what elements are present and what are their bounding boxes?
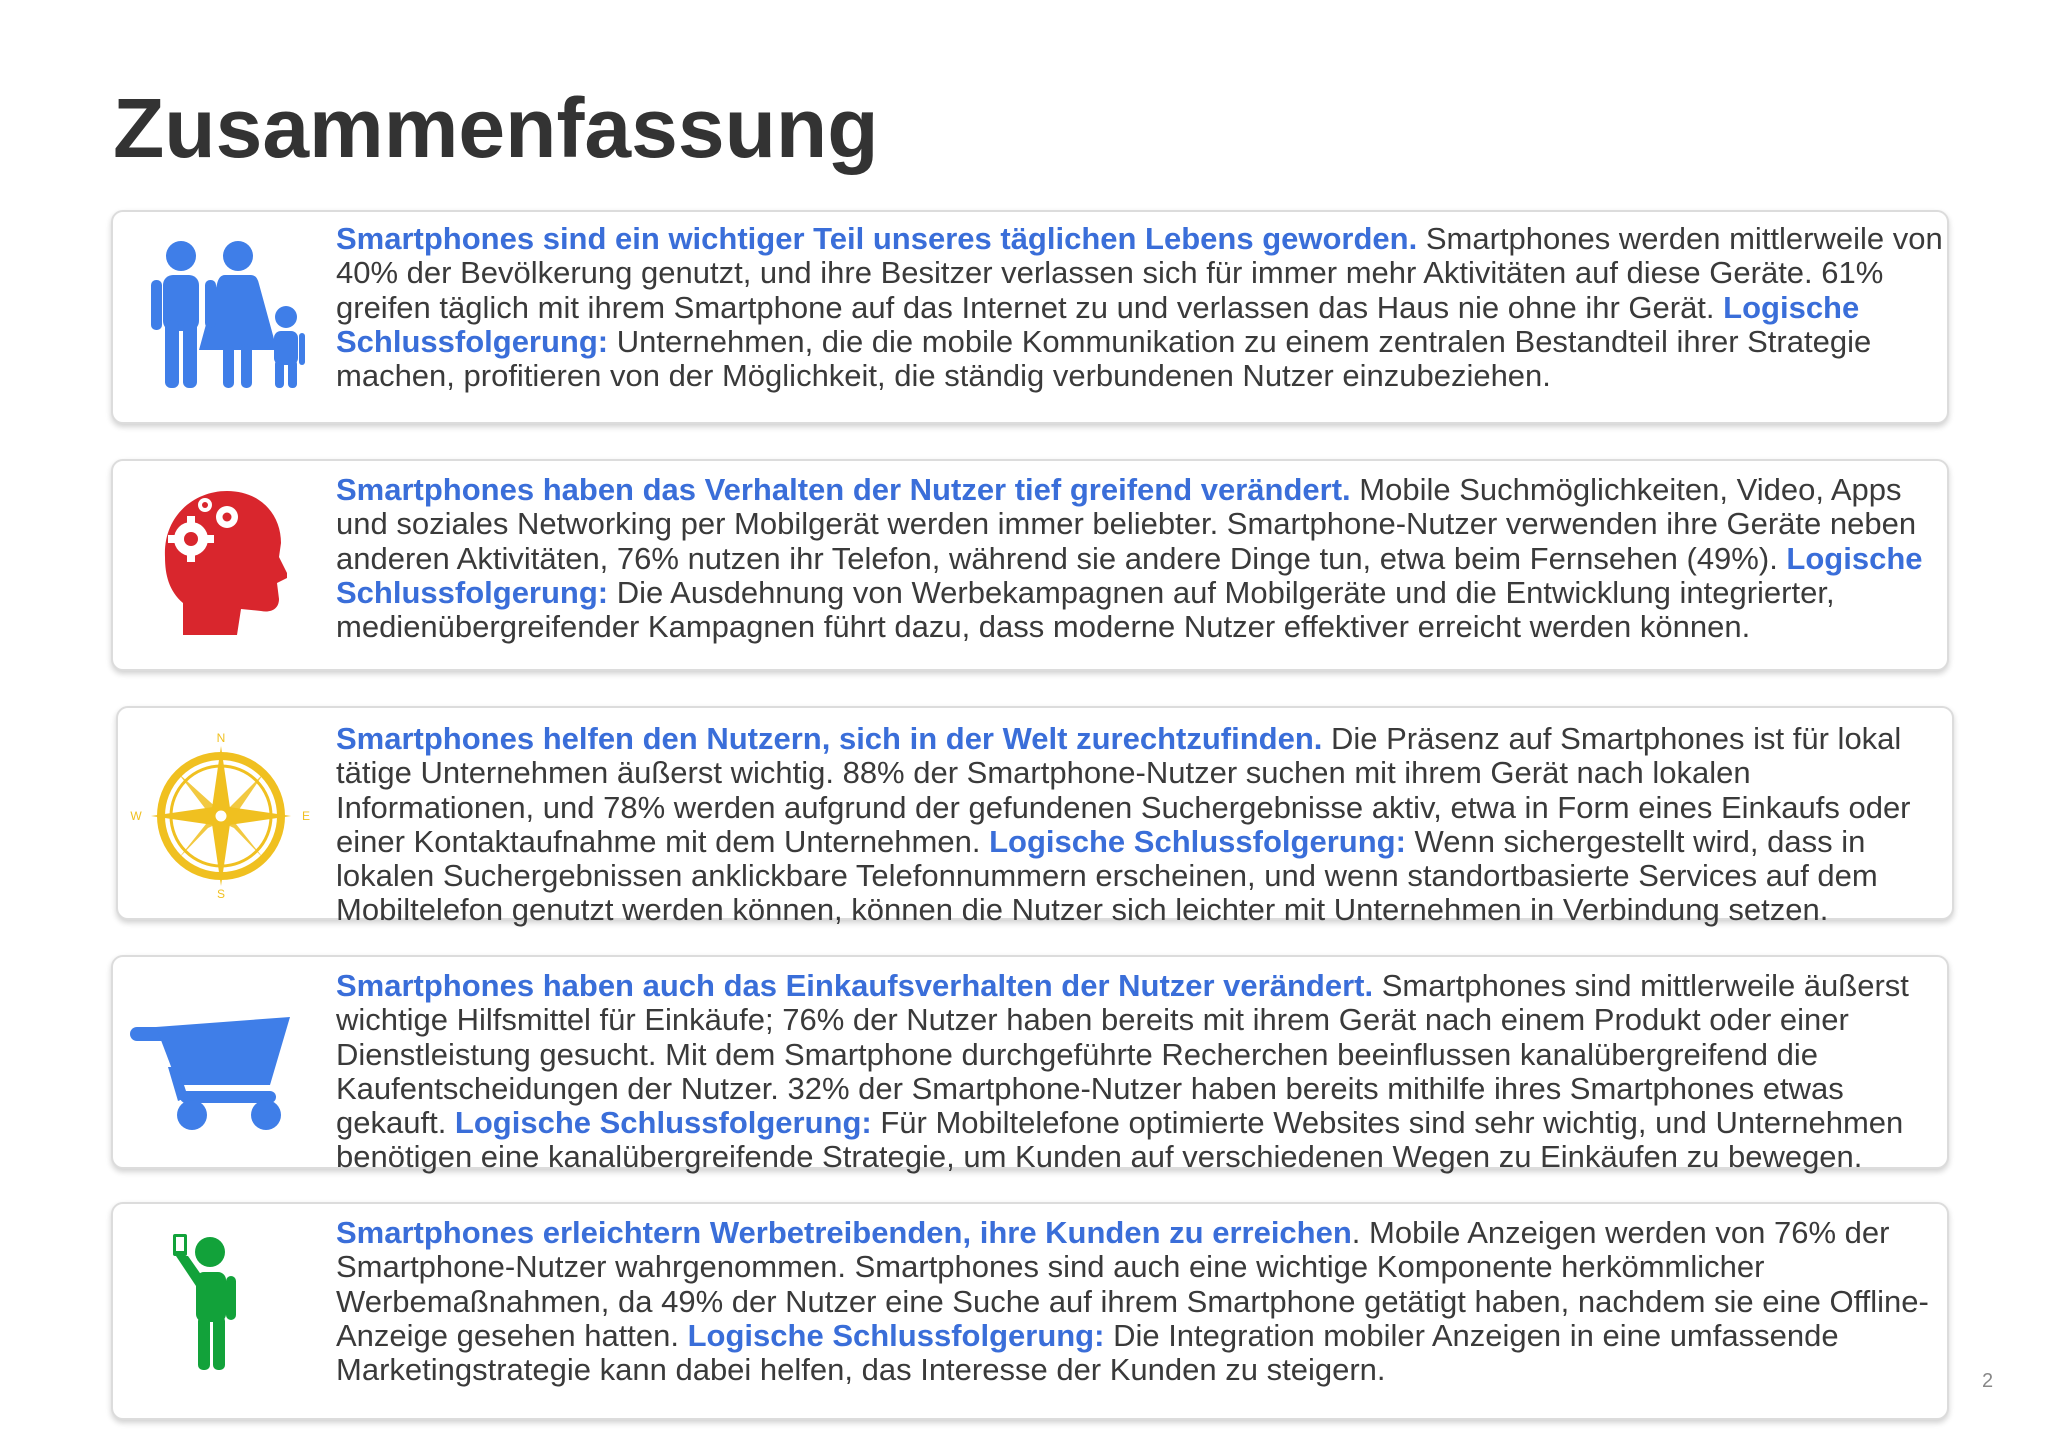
- compass-label-n: N: [216, 732, 226, 745]
- summary-body-1a: Smartphones werden mittlerweile von 40% der Bevölkerung genutzt, und ihre Besitzer verlassen sich für immer mehr Aktivitäten auf diese Geräte. 61% greifen täglich mit ihrem Smartphone auf das Internet zu und verlassen das Haus nie ohne ihr Gerät.: [336, 221, 1943, 325]
- summary-heading-2: Smartphones haben das Verhalten der Nutzer tief greifend verändert.: [336, 472, 1351, 507]
- summary-heading-4: Smartphones haben auch das Einkaufsverhalten der Nutzer verändert.: [336, 968, 1374, 1003]
- conclusion-label-4: Logische Schlussfolgerung:: [454, 1105, 872, 1141]
- summary-text-3: [336, 722, 1956, 928]
- shopping-cart-icon: [130, 1015, 300, 1136]
- page-number: 2: [1982, 1370, 1994, 1392]
- summary-text-5: [336, 1216, 1956, 1387]
- summary-body-4b: Für Mobiltelefone optimierte Websites sind sehr wichtig, und Unternehmen benötigen eine kanalübergreifende Strategie, um Kunden auf verschiedenen Wegen zu Einkäufen zu bewegen.: [336, 1105, 1904, 1175]
- summary-heading-1: Smartphones sind ein wichtiger Teil unseres täglichen Lebens geworden.: [336, 221, 1418, 256]
- summary-body-3a: Die Präsenz auf Smartphones ist für lokal tätige Unternehmen äußerst wichtig. 88% der Smartphone-Nutzer suchen mit ihrem Gerät nach lokalen Informationen, und 78% werden aufgrund der gefundenen Suchergebnisse aktiv, etwa in Form eines Einkaufs oder einer Kontaktaufnahme mit dem Unternehmen.: [336, 721, 1911, 859]
- summary-body-4a: Smartphones sind mittlerweile äußerst wichtige Hilfsmittel für Einkäufe; 76% der Nutzer haben bereits mit ihrem Gerät nach einem Produkt oder einer Dienstleistung gesucht. Mit dem Smartphone durchgeführte Recherchen beeinflussen kanalübergreifend die Kaufentscheidungen der Nutzer. 32% der Smartphone-Nutzer haben bereits mithilfe ihres Smartphones etwas gekauft.: [336, 968, 1909, 1141]
- compass-label-e: E: [301, 809, 311, 823]
- summary-body-5a: . Mobile Anzeigen werden von 76% der Smartphone-Nutzer wahrgenommen. Smartphones sind auch eine wichtige Komponente herkömmlicher Werbemaßnahmen, da 49% der Nutzer eine Suche auf ihrem Smartphone getätigt haben, nachdem sie eine Offline-Anzeige gesehen hatten.: [336, 1215, 1929, 1353]
- summary-body-5b: Die Integration mobiler Anzeigen in eine umfassende Marketingstrategie kann dabei helfen, das Interesse der Kunden zu steigern.: [336, 1317, 1839, 1388]
- head-gears-icon-graphic: [157, 487, 287, 637]
- summary-body-1b: Unternehmen, die die mobile Kommunikation zu einem zentralen Bestandteil ihrer Strategie machen, profitieren von der Möglichkeit, die ständig verbundenen Nutzer einzubeziehen.: [336, 323, 1872, 394]
- family-icon-graphic: [145, 240, 305, 390]
- summary-body-2a: Mobile Suchmöglichkeiten, Video, Apps und soziales Networking per Mobilgerät werden immer beliebter. Smartphone-Nutzer verwenden ihre Geräte neben anderen Aktivitäten, 76% nutzen ihr Telefon, während sie andere Dinge tun, etwa beim Fernsehen (49%).: [336, 472, 1917, 576]
- compass-label-s: S: [216, 887, 226, 900]
- summary-text-1: [336, 222, 1956, 393]
- family-icon: [145, 240, 305, 395]
- summary-body-2b: Die Ausdehnung von Werbekampagnen auf Mobilgeräte und die Entwicklung integrierter, medienübergreifender Kampagnen führt dazu, dass moderne Nutzer effektiver erreicht werden können.: [336, 574, 1835, 645]
- family-icon-shape: [151, 241, 305, 388]
- summary-text-2: [336, 473, 1956, 644]
- summary-text-4: [336, 969, 1956, 1175]
- person-with-phone-icon-graphic: [170, 1232, 246, 1372]
- conclusion-label-2: Logische Schlussfolgerung:: [336, 540, 1923, 610]
- summary-heading-5: Smartphones erleichtern Werbetreibenden, ihre Kunden zu erreichen: [336, 1215, 1352, 1250]
- slide-title: Zusammenfassung: [113, 81, 879, 175]
- person-shape: [173, 1234, 236, 1370]
- compass-icon-graphic: [128, 732, 314, 900]
- head-gears-icon: [157, 487, 287, 642]
- shopping-cart-icon-graphic: [130, 1015, 300, 1131]
- cart-shape: [130, 1017, 290, 1130]
- conclusion-label-3: Logische Schlussfolgerung:: [989, 823, 1406, 859]
- summary-body-3b: Wenn sichergestellt wird, dass in lokalen Suchergebnissen anklickbare Telefonnummern erscheinen, und wenn standortbasierte Services auf dem Mobiltelefon genutzt werden können, können die Nutzer sich leichter mit Unternehmen in Verbindung setzen.: [336, 823, 1878, 928]
- compass-label-w: W: [130, 809, 142, 823]
- conclusion-label-5: Logische Schlussfolgerung:: [687, 1317, 1105, 1353]
- compass-icon: [128, 732, 314, 905]
- summary-heading-3: Smartphones helfen den Nutzern, sich in der Welt zurechtzufinden.: [336, 721, 1323, 756]
- person-with-phone-icon: [170, 1232, 246, 1377]
- conclusion-label-1: Logische Schlussfolgerung:: [336, 289, 1860, 359]
